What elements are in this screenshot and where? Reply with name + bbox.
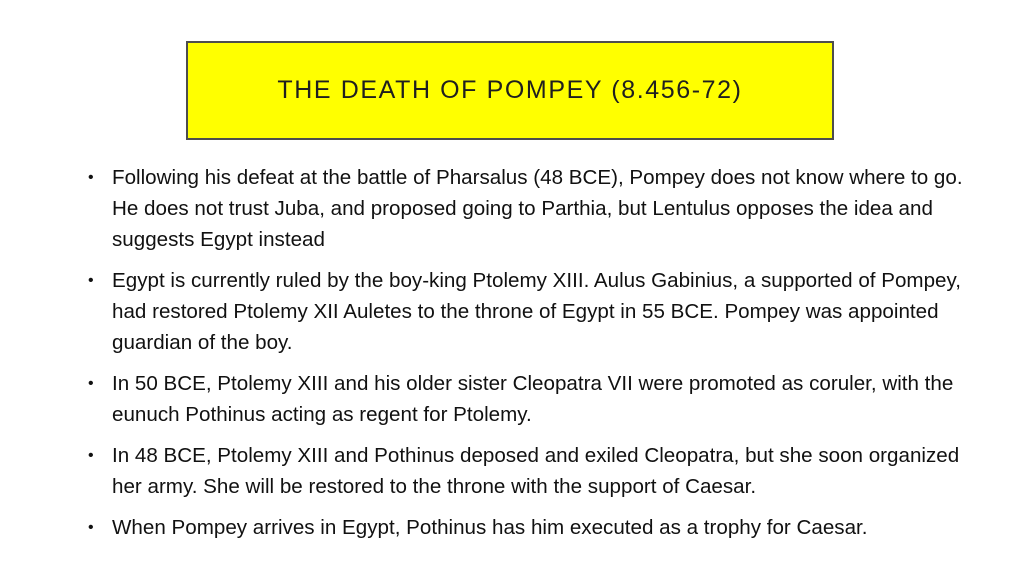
bullet-dot-icon: • [88,272,94,289]
bullet-text: When Pompey arrives in Egypt, Pothinus has him executed as a trophy for Caesar. [112,516,868,539]
bullet-text: In 48 BCE, Ptolemy XIII and Pothinus deposed and exiled Cleopatra, but she soon organized her army. She will be restored to the throne with the support of Caesar. [112,444,960,498]
bullet-item [88,265,978,358]
bullet-item [88,440,978,502]
bullet-item [88,368,978,430]
bullet-text: Following his defeat at the battle of Pharsalus (48 BCE), Pompey does not know where to go. He does not trust Juba, and proposed going to Parthia, but Lentulus opposes the idea and suggests Egypt instead [112,166,963,251]
bullet-list [88,162,978,553]
bullet-text: Egypt is currently ruled by the boy-king Ptolemy XIII. Aulus Gabinius, a supported of Pompey, had restored Ptolemy XII Auletes to the throne of Egypt in 55 BCE. Pompey was appointed guardian of the boy. [112,269,961,354]
slide-title: THE DEATH OF POMPEY (8.456-72) [277,76,743,104]
title-box [186,41,834,140]
bullet-dot-icon: • [88,375,94,392]
bullet-dot-icon: • [88,169,94,186]
bullet-item [88,512,978,543]
bullet-dot-icon: • [88,447,94,464]
bullet-dot-icon: • [88,519,94,536]
bullet-item [88,162,978,255]
bullet-text: In 50 BCE, Ptolemy XIII and his older sister Cleopatra VII were promoted as coruler, with the eunuch Pothinus acting as regent for Ptolemy. [112,372,954,426]
